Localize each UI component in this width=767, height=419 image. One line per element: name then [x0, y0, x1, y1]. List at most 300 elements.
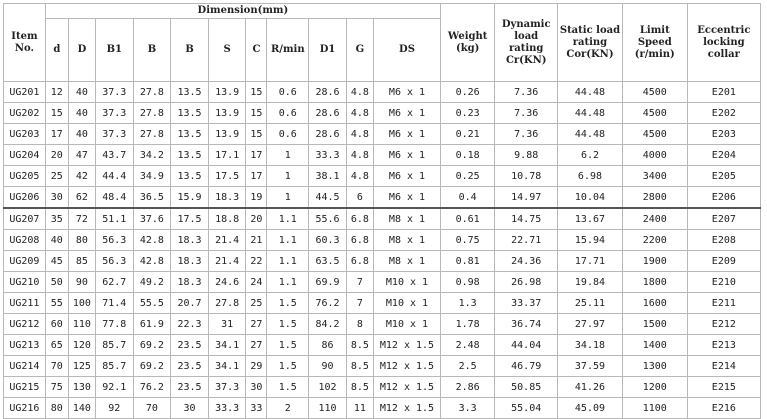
table-cell: 40: [68, 124, 95, 145]
table-row: [4, 293, 761, 314]
table-cell: 62: [68, 187, 95, 209]
table-cell: 49.2: [133, 272, 171, 293]
table-cell: 0.25: [440, 166, 494, 187]
table-cell: 3.3: [440, 398, 494, 419]
table-cell: 70: [45, 356, 68, 377]
table-cell: 36.74: [495, 314, 558, 335]
table-cell: 1400: [622, 335, 687, 356]
table-cell: 1.1: [267, 272, 309, 293]
table-cell: 6.2: [558, 145, 623, 166]
table-cell: 0.6: [267, 124, 309, 145]
item-number-cell: UG215: [4, 377, 46, 398]
table-cell: 100: [68, 293, 95, 314]
table-cell: 62.7: [95, 272, 133, 293]
table-cell: 0.98: [440, 272, 494, 293]
table-cell: 1800: [622, 272, 687, 293]
table-cell: 4.8: [346, 82, 373, 103]
table-cell: 1.1: [267, 230, 309, 251]
table-cell: 15: [246, 103, 267, 124]
table-cell: 61.9: [133, 314, 171, 335]
table-row: [4, 230, 761, 251]
table-cell: 56.3: [95, 251, 133, 272]
table-cell: 0.6: [267, 82, 309, 103]
table-cell: 17: [246, 145, 267, 166]
table-cell: 50: [45, 272, 68, 293]
table-cell: 43.7: [95, 145, 133, 166]
table-cell: E214: [687, 356, 760, 377]
table-cell: 37.3: [95, 103, 133, 124]
header-dim-G: G: [346, 19, 373, 82]
table-cell: 0.18: [440, 145, 494, 166]
table-cell: M8 x 1: [374, 251, 441, 272]
table-cell: 37.3: [95, 82, 133, 103]
table-cell: 33: [246, 398, 267, 419]
table-cell: M12 x 1.5: [374, 398, 441, 419]
table-cell: 0.61: [440, 208, 494, 230]
table-cell: 21.4: [208, 230, 246, 251]
table-cell: 4500: [622, 82, 687, 103]
table-cell: 0.26: [440, 82, 494, 103]
table-cell: 1.1: [267, 251, 309, 272]
table-cell: 12: [45, 82, 68, 103]
table-cell: 18.3: [171, 251, 209, 272]
table-cell: 125: [68, 356, 95, 377]
table-cell: E203: [687, 124, 760, 145]
table-cell: 1900: [622, 251, 687, 272]
table-cell: M6 x 1: [374, 145, 441, 166]
table-cell: 51.1: [95, 208, 133, 230]
header-dim-S: S: [208, 19, 246, 82]
table-row: [4, 124, 761, 145]
table-cell: E213: [687, 335, 760, 356]
table-cell: E212: [687, 314, 760, 335]
table-cell: 1.1: [267, 208, 309, 230]
table-cell: 85.7: [95, 356, 133, 377]
table-row: [4, 145, 761, 166]
table-cell: 27: [246, 314, 267, 335]
table-cell: E206: [687, 187, 760, 209]
item-number-cell: UG203: [4, 124, 46, 145]
table-cell: 44.5: [309, 187, 347, 209]
table-cell: 29: [246, 356, 267, 377]
item-number-cell: UG216: [4, 398, 46, 419]
table-cell: 1.5: [267, 293, 309, 314]
table-cell: 31: [208, 314, 246, 335]
table-row: [4, 82, 761, 103]
table-cell: 13.5: [171, 103, 209, 124]
table-cell: M12 x 1.5: [374, 335, 441, 356]
header-weight: Weight (kg): [440, 4, 494, 82]
table-cell: M8 x 1: [374, 230, 441, 251]
table-cell: 0.6: [267, 103, 309, 124]
table-cell: 30: [246, 377, 267, 398]
table-cell: 7: [346, 272, 373, 293]
table-row: [4, 377, 761, 398]
header-dim-D1: D1: [309, 19, 347, 82]
table-cell: E208: [687, 230, 760, 251]
table-cell: 80: [68, 230, 95, 251]
table-cell: 0.81: [440, 251, 494, 272]
table-cell: 27.8: [133, 82, 171, 103]
table-cell: 4.8: [346, 124, 373, 145]
table-cell: 48.4: [95, 187, 133, 209]
table-cell: 20: [45, 145, 68, 166]
header-dimension-group: Dimension(mm): [45, 4, 440, 19]
header-dim-D: D: [68, 19, 95, 82]
table-cell: 8.5: [346, 335, 373, 356]
table-cell: 2200: [622, 230, 687, 251]
table-cell: 37.3: [95, 124, 133, 145]
table-cell: 71.4: [95, 293, 133, 314]
table-cell: 55: [45, 293, 68, 314]
table-cell: 1: [267, 187, 309, 209]
table-cell: 33.37: [495, 293, 558, 314]
table-cell: 13.9: [208, 103, 246, 124]
table-cell: 41.26: [558, 377, 623, 398]
table-cell: 6.98: [558, 166, 623, 187]
table-cell: 19.84: [558, 272, 623, 293]
table-cell: 77.8: [95, 314, 133, 335]
table-row: [4, 272, 761, 293]
table-cell: 1.78: [440, 314, 494, 335]
table-cell: 86: [309, 335, 347, 356]
table-cell: 55.04: [495, 398, 558, 419]
table-cell: 23.5: [171, 335, 209, 356]
item-number-cell: UG212: [4, 314, 46, 335]
header-dim-B1: B1: [95, 19, 133, 82]
table-cell: 13.5: [171, 82, 209, 103]
item-number-cell: UG206: [4, 187, 46, 209]
table-cell: 44.4: [95, 166, 133, 187]
table-cell: M6 x 1: [374, 82, 441, 103]
table-cell: 40: [68, 103, 95, 124]
table-cell: 6: [346, 187, 373, 209]
item-number-cell: UG201: [4, 82, 46, 103]
table-cell: 34.1: [208, 356, 246, 377]
table-cell: 0.23: [440, 103, 494, 124]
table-cell: 27.97: [558, 314, 623, 335]
table-cell: 1: [267, 166, 309, 187]
table-cell: 42.8: [133, 251, 171, 272]
table-cell: 21.4: [208, 251, 246, 272]
table-row: [4, 398, 761, 419]
table-cell: 1.5: [267, 377, 309, 398]
table-cell: 44.48: [558, 82, 623, 103]
table-cell: 2: [267, 398, 309, 419]
table-cell: 4000: [622, 145, 687, 166]
table-cell: 38.1: [309, 166, 347, 187]
table-cell: 1500: [622, 314, 687, 335]
table-cell: 85: [68, 251, 95, 272]
table-cell: 70: [133, 398, 171, 419]
table-cell: M6 x 1: [374, 124, 441, 145]
table-cell: 1.5: [267, 356, 309, 377]
item-number-cell: UG209: [4, 251, 46, 272]
table-cell: 21: [246, 230, 267, 251]
table-cell: M12 x 1.5: [374, 377, 441, 398]
table-cell: 2800: [622, 187, 687, 209]
table-cell: 55.5: [133, 293, 171, 314]
table-cell: 17: [246, 166, 267, 187]
table-row: [4, 335, 761, 356]
table-cell: 46.79: [495, 356, 558, 377]
table-cell: 6.8: [346, 208, 373, 230]
table-cell: 2.5: [440, 356, 494, 377]
table-cell: 25.11: [558, 293, 623, 314]
table-cell: 15: [246, 82, 267, 103]
table-cell: 7: [346, 293, 373, 314]
table-cell: E209: [687, 251, 760, 272]
table-cell: 60: [45, 314, 68, 335]
table-cell: 23.5: [171, 377, 209, 398]
table-cell: 27.8: [133, 124, 171, 145]
table-cell: 37.6: [133, 208, 171, 230]
table-cell: E215: [687, 377, 760, 398]
table-cell: 15: [246, 124, 267, 145]
table-cell: 13.67: [558, 208, 623, 230]
table-cell: 4.8: [346, 145, 373, 166]
table-cell: 140: [68, 398, 95, 419]
table-cell: 69.2: [133, 356, 171, 377]
table-cell: 13.9: [208, 124, 246, 145]
bearing-spec-table: [3, 3, 761, 419]
table-cell: E216: [687, 398, 760, 419]
table-cell: 25: [246, 293, 267, 314]
item-number-cell: UG214: [4, 356, 46, 377]
table-cell: 14.97: [495, 187, 558, 209]
table-cell: 7.36: [495, 82, 558, 103]
table-cell: 22.3: [171, 314, 209, 335]
table-cell: M6 x 1: [374, 166, 441, 187]
item-number-cell: UG204: [4, 145, 46, 166]
table-cell: 45.09: [558, 398, 623, 419]
table-cell: 76.2: [133, 377, 171, 398]
table-cell: 47: [68, 145, 95, 166]
table-cell: 92.1: [95, 377, 133, 398]
table-cell: 60.3: [309, 230, 347, 251]
table-cell: 6.8: [346, 251, 373, 272]
table-cell: 76.2: [309, 293, 347, 314]
table-cell: 8.5: [346, 377, 373, 398]
table-cell: 22.71: [495, 230, 558, 251]
table-cell: 55.6: [309, 208, 347, 230]
table-row: [4, 208, 761, 230]
table-cell: 17.1: [208, 145, 246, 166]
table-cell: 2400: [622, 208, 687, 230]
table-cell: 34.18: [558, 335, 623, 356]
table-cell: 22: [246, 251, 267, 272]
table-cell: 2.48: [440, 335, 494, 356]
table-cell: E210: [687, 272, 760, 293]
table-cell: 33.3: [208, 398, 246, 419]
table-cell: M12 x 1.5: [374, 356, 441, 377]
table-cell: 23.5: [171, 356, 209, 377]
table-cell: 13.9: [208, 82, 246, 103]
table-row: [4, 356, 761, 377]
header-dim-d: d: [45, 19, 68, 82]
table-cell: 40: [45, 230, 68, 251]
table-cell: 17: [45, 124, 68, 145]
table-cell: M6 x 1: [374, 103, 441, 124]
header-dim-C: C: [246, 19, 267, 82]
table-cell: 6.8: [346, 230, 373, 251]
table-cell: 28.6: [309, 103, 347, 124]
table-cell: 69.2: [133, 335, 171, 356]
table-cell: 24.36: [495, 251, 558, 272]
table-cell: 130: [68, 377, 95, 398]
table-row: [4, 166, 761, 187]
table-cell: 27.8: [133, 103, 171, 124]
table-cell: 7.36: [495, 103, 558, 124]
table-cell: 75: [45, 377, 68, 398]
table-cell: 1: [267, 145, 309, 166]
table-cell: 8.5: [346, 356, 373, 377]
table-cell: 45: [45, 251, 68, 272]
table-cell: 15: [45, 103, 68, 124]
table-cell: 27.8: [208, 293, 246, 314]
item-number-cell: UG210: [4, 272, 46, 293]
table-cell: 44.04: [495, 335, 558, 356]
table-cell: 18.8: [208, 208, 246, 230]
table-cell: 17.5: [208, 166, 246, 187]
table-row: [4, 187, 761, 209]
table-cell: 3400: [622, 166, 687, 187]
table-cell: 15.9: [171, 187, 209, 209]
table-cell: 72: [68, 208, 95, 230]
table-cell: 18.3: [208, 187, 246, 209]
table-cell: E202: [687, 103, 760, 124]
table-cell: 4.8: [346, 103, 373, 124]
table-cell: 1.5: [267, 314, 309, 335]
table-cell: 92: [95, 398, 133, 419]
table-cell: 50.85: [495, 377, 558, 398]
table-cell: 28.6: [309, 124, 347, 145]
table-cell: 10.04: [558, 187, 623, 209]
table-cell: 19: [246, 187, 267, 209]
header-dim-R-min: R/min: [267, 19, 309, 82]
table-cell: 8: [346, 314, 373, 335]
table-cell: M6 x 1: [374, 187, 441, 209]
table-cell: 40: [68, 82, 95, 103]
table-cell: 24: [246, 272, 267, 293]
item-number-cell: UG213: [4, 335, 46, 356]
header-dim-DS: DS: [374, 19, 441, 82]
table-cell: M10 x 1: [374, 293, 441, 314]
table-cell: 7.36: [495, 124, 558, 145]
spec-table-body: [4, 82, 761, 419]
table-cell: 26.98: [495, 272, 558, 293]
table-cell: 90: [309, 356, 347, 377]
table-row: [4, 314, 761, 335]
table-cell: E207: [687, 208, 760, 230]
table-cell: 13.5: [171, 145, 209, 166]
item-number-cell: UG211: [4, 293, 46, 314]
table-cell: 56.3: [95, 230, 133, 251]
table-cell: 4500: [622, 124, 687, 145]
table-cell: 37.3: [208, 377, 246, 398]
header-dim-B-a: B: [133, 19, 171, 82]
table-cell: M8 x 1: [374, 208, 441, 230]
table-row: [4, 103, 761, 124]
table-cell: 110: [68, 314, 95, 335]
table-cell: E211: [687, 293, 760, 314]
table-cell: 34.9: [133, 166, 171, 187]
table-cell: 28.6: [309, 82, 347, 103]
table-cell: E201: [687, 82, 760, 103]
header-static-load: Static load rating Cor(KN): [558, 4, 623, 82]
table-cell: 4.8: [346, 166, 373, 187]
header-item-no: Item No.: [4, 4, 46, 82]
table-cell: E205: [687, 166, 760, 187]
table-cell: 0.21: [440, 124, 494, 145]
table-cell: 34.1: [208, 335, 246, 356]
table-cell: 80: [45, 398, 68, 419]
table-cell: M10 x 1: [374, 272, 441, 293]
table-cell: 1600: [622, 293, 687, 314]
table-cell: 102: [309, 377, 347, 398]
table-cell: 30: [45, 187, 68, 209]
item-number-cell: UG205: [4, 166, 46, 187]
table-cell: 85.7: [95, 335, 133, 356]
header-dynamic-load: Dynamic load rating Cr(KN): [495, 4, 558, 82]
table-cell: 25: [45, 166, 68, 187]
table-cell: 17.5: [171, 208, 209, 230]
table-cell: 35: [45, 208, 68, 230]
table-cell: 24.6: [208, 272, 246, 293]
table-cell: 27: [246, 335, 267, 356]
item-number-cell: UG202: [4, 103, 46, 124]
table-cell: 84.2: [309, 314, 347, 335]
table-cell: 63.5: [309, 251, 347, 272]
table-row: [4, 251, 761, 272]
table-cell: 0.75: [440, 230, 494, 251]
table-cell: 30: [171, 398, 209, 419]
table-cell: 1300: [622, 356, 687, 377]
table-cell: 20.7: [171, 293, 209, 314]
table-cell: 36.5: [133, 187, 171, 209]
table-cell: 2.86: [440, 377, 494, 398]
table-cell: 13.5: [171, 124, 209, 145]
table-cell: 20: [246, 208, 267, 230]
table-cell: 44.48: [558, 103, 623, 124]
table-cell: 13.5: [171, 166, 209, 187]
table-cell: 120: [68, 335, 95, 356]
table-cell: 10.78: [495, 166, 558, 187]
table-cell: 18.3: [171, 230, 209, 251]
table-cell: 18.3: [171, 272, 209, 293]
table-cell: 65: [45, 335, 68, 356]
table-cell: M10 x 1: [374, 314, 441, 335]
table-cell: 44.48: [558, 124, 623, 145]
table-cell: 1.5: [267, 335, 309, 356]
table-cell: E204: [687, 145, 760, 166]
table-cell: 15.94: [558, 230, 623, 251]
table-cell: 37.59: [558, 356, 623, 377]
header-dim-B-b: B: [171, 19, 209, 82]
table-cell: 17.71: [558, 251, 623, 272]
table-cell: 42.8: [133, 230, 171, 251]
table-cell: 1100: [622, 398, 687, 419]
item-number-cell: UG207: [4, 208, 46, 230]
table-cell: 9.88: [495, 145, 558, 166]
table-cell: 0.4: [440, 187, 494, 209]
table-cell: 42: [68, 166, 95, 187]
table-cell: 4500: [622, 103, 687, 124]
table-cell: 1.3: [440, 293, 494, 314]
table-cell: 1200: [622, 377, 687, 398]
item-number-cell: UG208: [4, 230, 46, 251]
table-cell: 34.2: [133, 145, 171, 166]
